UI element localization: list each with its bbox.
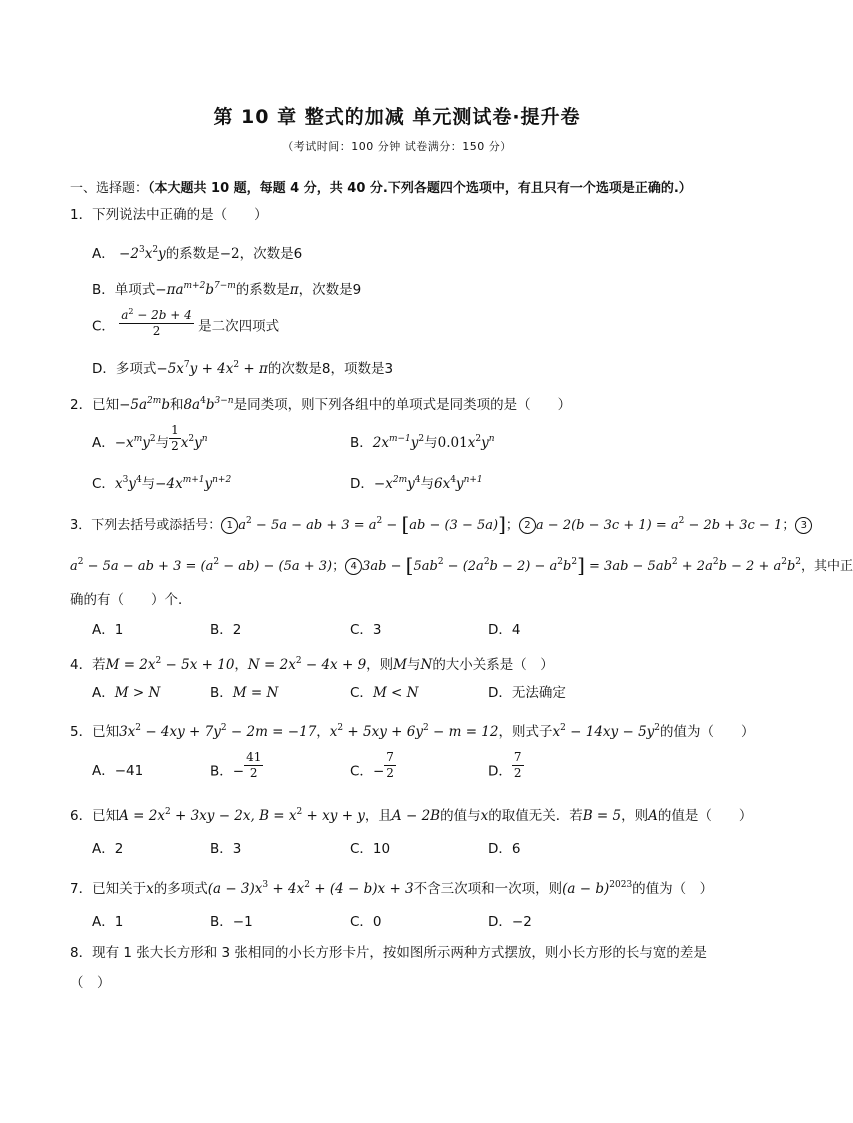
question-7-option-d: D．−2 xyxy=(488,914,532,930)
question-3-option-a: A．1 xyxy=(92,622,124,638)
question-2-stem: 2．已知$-5a^{2m}b$和$8a^4b^{3-n}$是同类项，则下列各组中的单项式是同类项的是（ ） xyxy=(70,396,572,413)
exam-subtitle: （考试时间：100 分钟 试卷满分：150 分） xyxy=(282,140,512,153)
question-6-stem: 6．已知$A = 2x^2 + 3xy - 2x$, $B = x^2$ + xy + y，且A − 2B的值与x的取值无关．若B = 5，则A的值是（ ） xyxy=(70,807,753,824)
question-1-stem: 1．下列说法中正确的是（ ） xyxy=(70,207,268,223)
section-label: 一、选择题： xyxy=(70,181,149,196)
question-7-stem: 7．已知关于x的多项式$(a - 3)x^3 + 4x^2 + (4 - b)x + 3$不含三次项和一次项，则$(a - b)^{2023}$的值为（ ） xyxy=(70,880,714,897)
question-4-stem: 4．若$M = 2x^2 - 5x + 10$，$N = 2x^2 - 4x + 9$，则M与N的大小关系是（ ） xyxy=(70,656,554,673)
question-2-option-d: D．$-x^{2m}y^4$与$6x^4y^{n+1}$ xyxy=(350,475,483,492)
question-4-option-a: A．M > N xyxy=(92,685,161,701)
question-1-option-c: C． $\frac{a^2 - 2b + 4}{2}$ 是二次四项式 xyxy=(92,314,279,339)
question-5-option-c: C．− $\frac{7}{2}$ xyxy=(350,750,394,780)
question-5-option-a: A．−41 xyxy=(92,763,144,779)
page-title: 第 10 章 整式的加减 单元测试卷·提升卷 xyxy=(213,106,581,128)
question-6-option-a: A．2 xyxy=(92,841,124,857)
question-4-option-d: D．无法确定 xyxy=(488,685,566,701)
question-3-option-c: C．3 xyxy=(350,622,382,638)
question-3-option-d: D．4 xyxy=(488,622,521,638)
question-2-option-c: C．$x^3y^4$与$-4x^{m+1}y^{n+2}$ xyxy=(92,475,232,492)
question-5-stem: 5．已知$3x^2 - 4xy + 7y^2 - 2m = -17$，$x^2 + 5xy + 6y^2 - m = 12$，则式子$x^2 - 14xy - 5y^2$的值为（ ） xyxy=(70,723,755,740)
question-3-stem: 3．下列去括号或添括号： 1 $a^2 - 5a$ − ab + $3 = a^2 - [ab - (3 - 5a)]$； 2 $a - 2(b - 3c + 1) = a^2 - 2b + 3c - 1$； 3 xyxy=(70,512,812,535)
question-3-line-3: 确的有（ ）个． xyxy=(70,592,192,608)
question-7-option-a: A．1 xyxy=(92,914,124,930)
question-3-line-2: $a^2 - 5a$ − ab + $3 = (a^2 - ab) - (5a + 3)$； 4 $3ab - [5ab^2 - (2a^2b - 2) - a^2b^2] = 3ab - 5ab^2 + 2a^2b - 2 + a^2b^2$，其中正 xyxy=(70,553,853,577)
question-6-option-b: B．3 xyxy=(210,841,242,857)
question-4-option-c: C．M < N xyxy=(350,685,419,701)
question-7-option-c: C．0 xyxy=(350,914,382,930)
question-5-option-d: D． $\frac{7}{2}$ xyxy=(488,750,522,780)
section-instructions: （本大题共 10 题，每题 4 分，共 40 分.下列各题四个选项中，有且只有一个选项是正确的.） xyxy=(148,181,692,196)
question-7-option-b: B．−1 xyxy=(210,914,253,930)
question-1-option-d: D．多项式$-5x^7y + 4x^2 + \pi$的次数是8，项数是3 xyxy=(92,360,394,377)
question-6-option-d: D．6 xyxy=(488,841,521,857)
question-3-option-b: B．2 xyxy=(210,622,242,638)
question-4-option-b: B．M = N xyxy=(210,685,279,701)
section-header xyxy=(70,180,692,198)
question-2-option-b: B．$2x^{m-1}y^2$与$0.01x^2y^n$ xyxy=(350,434,495,451)
question-1-option-a: A． $-2^3x^2y$的系数是−2，次数是6 xyxy=(92,245,303,262)
question-2-option-a: A．$-x^my^2$与 $\frac{1}{2}$ $x^2y^n$ xyxy=(92,422,208,453)
question-5-option-b: B．− $\frac{41}{2}$ xyxy=(210,750,262,780)
question-8-stem: 8．现有 1 张大长方形和 3 张相同的小长方形卡片，按如图所示两种方式摆放，则小长方形的长与宽的差是 xyxy=(70,945,707,961)
question-1-option-b: B．单项式$-\pi a^{m+2}b^{7-m}$的系数是π，次数是9 xyxy=(92,281,362,298)
question-8-stem-line-2: （ ） xyxy=(70,975,111,991)
question-6-option-c: C．10 xyxy=(350,841,391,857)
